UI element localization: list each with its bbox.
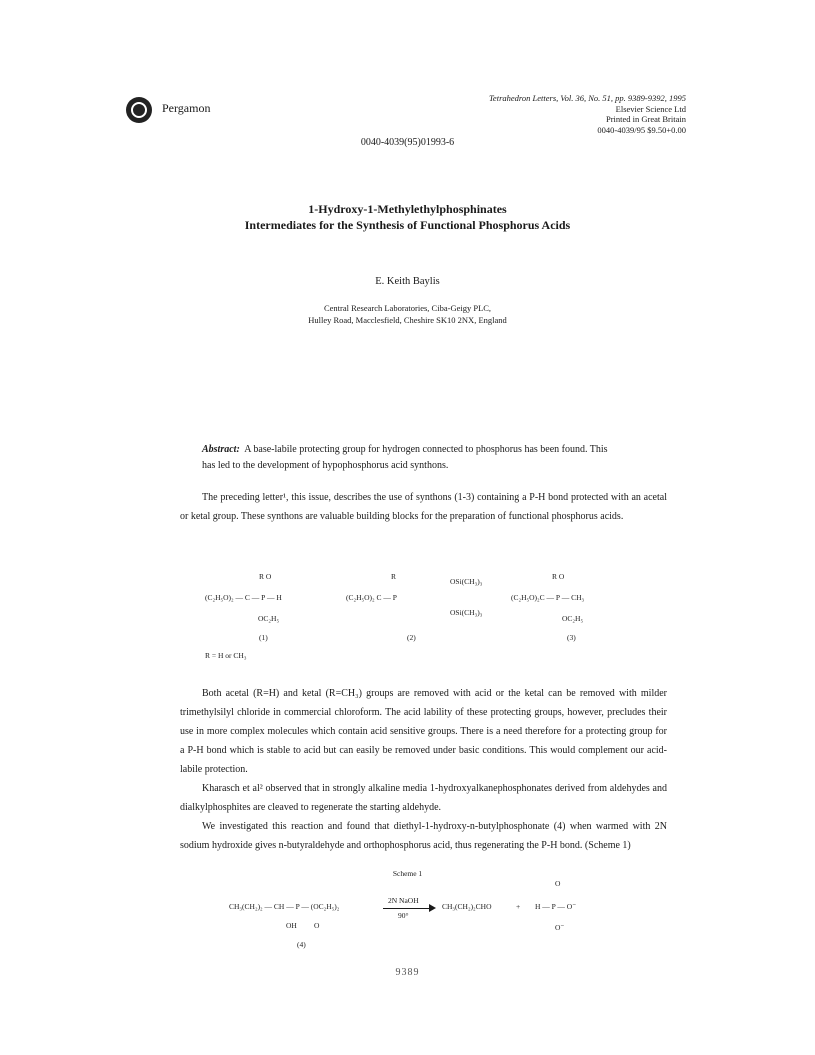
paragraph-2-text: Both acetal (R=H) and ketal (R=CH₃) groups are removed with acid or the ketal can be removed with milder trimethylsilyl chloride in commercial chloroform. The acid lability of these protecting groups, however, precludes their use in more complex molecules which contain acid sensitive groups. There is a need therefore for a protecting group for a P-H bond which is stable to acid but can easily be removed under basic conditions. This would complement our acid-labile protection. xyxy=(180,688,667,775)
scheme-temperature: 90° xyxy=(398,911,409,920)
paragraph-4-text: We investigated this reaction and found that diethyl-1-hydroxy-n-butylphosphonate (4) when warmed with 2N sodium hydroxide gives n-butyraldehyde and orthophosphorus acid, thus regenerating the P-H bond. (Scheme 1) xyxy=(180,821,667,851)
affiliation xyxy=(0,303,815,326)
abstract-text: A base-labile protecting group for hydrogen connected to phosphorus has been found. This has led to the development of hypophosphorus acid synthons. xyxy=(202,444,608,471)
structure-1: (C₂H₅O)₂ — C — P — H xyxy=(205,593,282,602)
printed-line: Printed in Great Britain xyxy=(605,114,686,124)
scheme-product-2-bottom: O⁻ xyxy=(555,923,565,932)
paper-title xyxy=(0,201,815,233)
scheme-reactant-o: O xyxy=(314,921,320,930)
price-line: 0040-4039/95 $9.50+0.00 xyxy=(597,124,686,135)
journal-info xyxy=(489,93,686,135)
structure-3-top: R O xyxy=(552,572,565,581)
paragraph-1-text: The preceding letter¹, this issue, describes the use of synthons (1-3) containing a P-H bond protected with an acetal or ketal group. These synthons are valuable building blocks for the preparation of functional phosphorus acids. xyxy=(180,492,667,522)
structure-2-top: R xyxy=(391,572,397,581)
reaction-arrow xyxy=(383,908,433,909)
paragraph-3-text: Kharasch et al² observed that in strongly alkaline media 1-hydroxyalkanephosphonates derived from aldehydes and dialkylphosphites are cleaved to regenerate the starting aldehyde. xyxy=(180,783,667,813)
author: E. Keith Baylis xyxy=(375,276,440,287)
structure-3-label: (3) xyxy=(567,633,576,642)
publisher-name: Pergamon xyxy=(162,101,211,115)
paragraph-3 xyxy=(180,779,667,817)
structure-1-bottom: OC₂H₅ xyxy=(258,614,280,623)
journal-citation: Tetrahedron Letters, Vol. 36, No. 51, pp. 9389-9392, 1995 xyxy=(488,93,686,103)
scheme-reagent: 2N NaOH xyxy=(388,896,419,905)
abstract xyxy=(202,442,622,474)
structure-1-label: (1) xyxy=(259,633,268,642)
structure-3-bottom: OC₂H₅ xyxy=(562,614,584,623)
scheme-product-2-top: O xyxy=(555,879,561,888)
scheme-product-2: H — P — O⁻ xyxy=(535,902,577,911)
paragraph-1 xyxy=(180,488,667,526)
scheme-reactant-oh: OH xyxy=(286,921,297,930)
affiliation-line-2: Hulley Road, Macclesfield, Cheshire SK10 2NX, England xyxy=(308,314,507,325)
scheme-reactant-label: (4) xyxy=(297,940,306,949)
r-definition: R = H or CH₃ xyxy=(205,651,247,660)
scheme-reactant: CH₃(CH₂)₂ — CH — P — (OC₂H₅)₂ xyxy=(229,902,340,911)
title-line-2: Intermediates for the Synthesis of Functional Phosphorus Acids xyxy=(244,218,571,232)
abstract-label: Abstract: xyxy=(202,444,240,455)
structure-2-lower: OSi(CH₃)₃ xyxy=(450,608,483,617)
affiliation-line-1: Central Research Laboratories, Ciba-Geigy PLC, xyxy=(323,303,492,313)
structure-2-label: (2) xyxy=(407,633,416,642)
title-line-1: 1-Hydroxy-1-Methylethylphosphinates xyxy=(308,202,507,216)
structure-2: (C₂H₅O)₂ C — P xyxy=(346,593,397,602)
page-number: 9389 xyxy=(395,967,420,978)
structure-2-upper: OSi(CH₃)₃ xyxy=(450,577,483,586)
paragraph-2 xyxy=(180,684,667,779)
publisher-line: Elsevier Science Ltd xyxy=(615,103,686,114)
scheme-product-1: CH₃(CH₂)₂CHO xyxy=(442,902,492,911)
scheme-plus: + xyxy=(516,902,521,911)
doi: 0040-4039(95)01993-6 xyxy=(360,137,455,148)
publisher-logo-icon xyxy=(126,97,152,123)
reaction-arrowhead-icon xyxy=(429,904,436,912)
structure-3: (C₂H₅O)₂C — P — CH₃ xyxy=(511,593,585,602)
paragraph-4 xyxy=(180,817,667,855)
structure-1-top: R O xyxy=(259,572,272,581)
scheme-label: Scheme 1 xyxy=(392,869,423,878)
